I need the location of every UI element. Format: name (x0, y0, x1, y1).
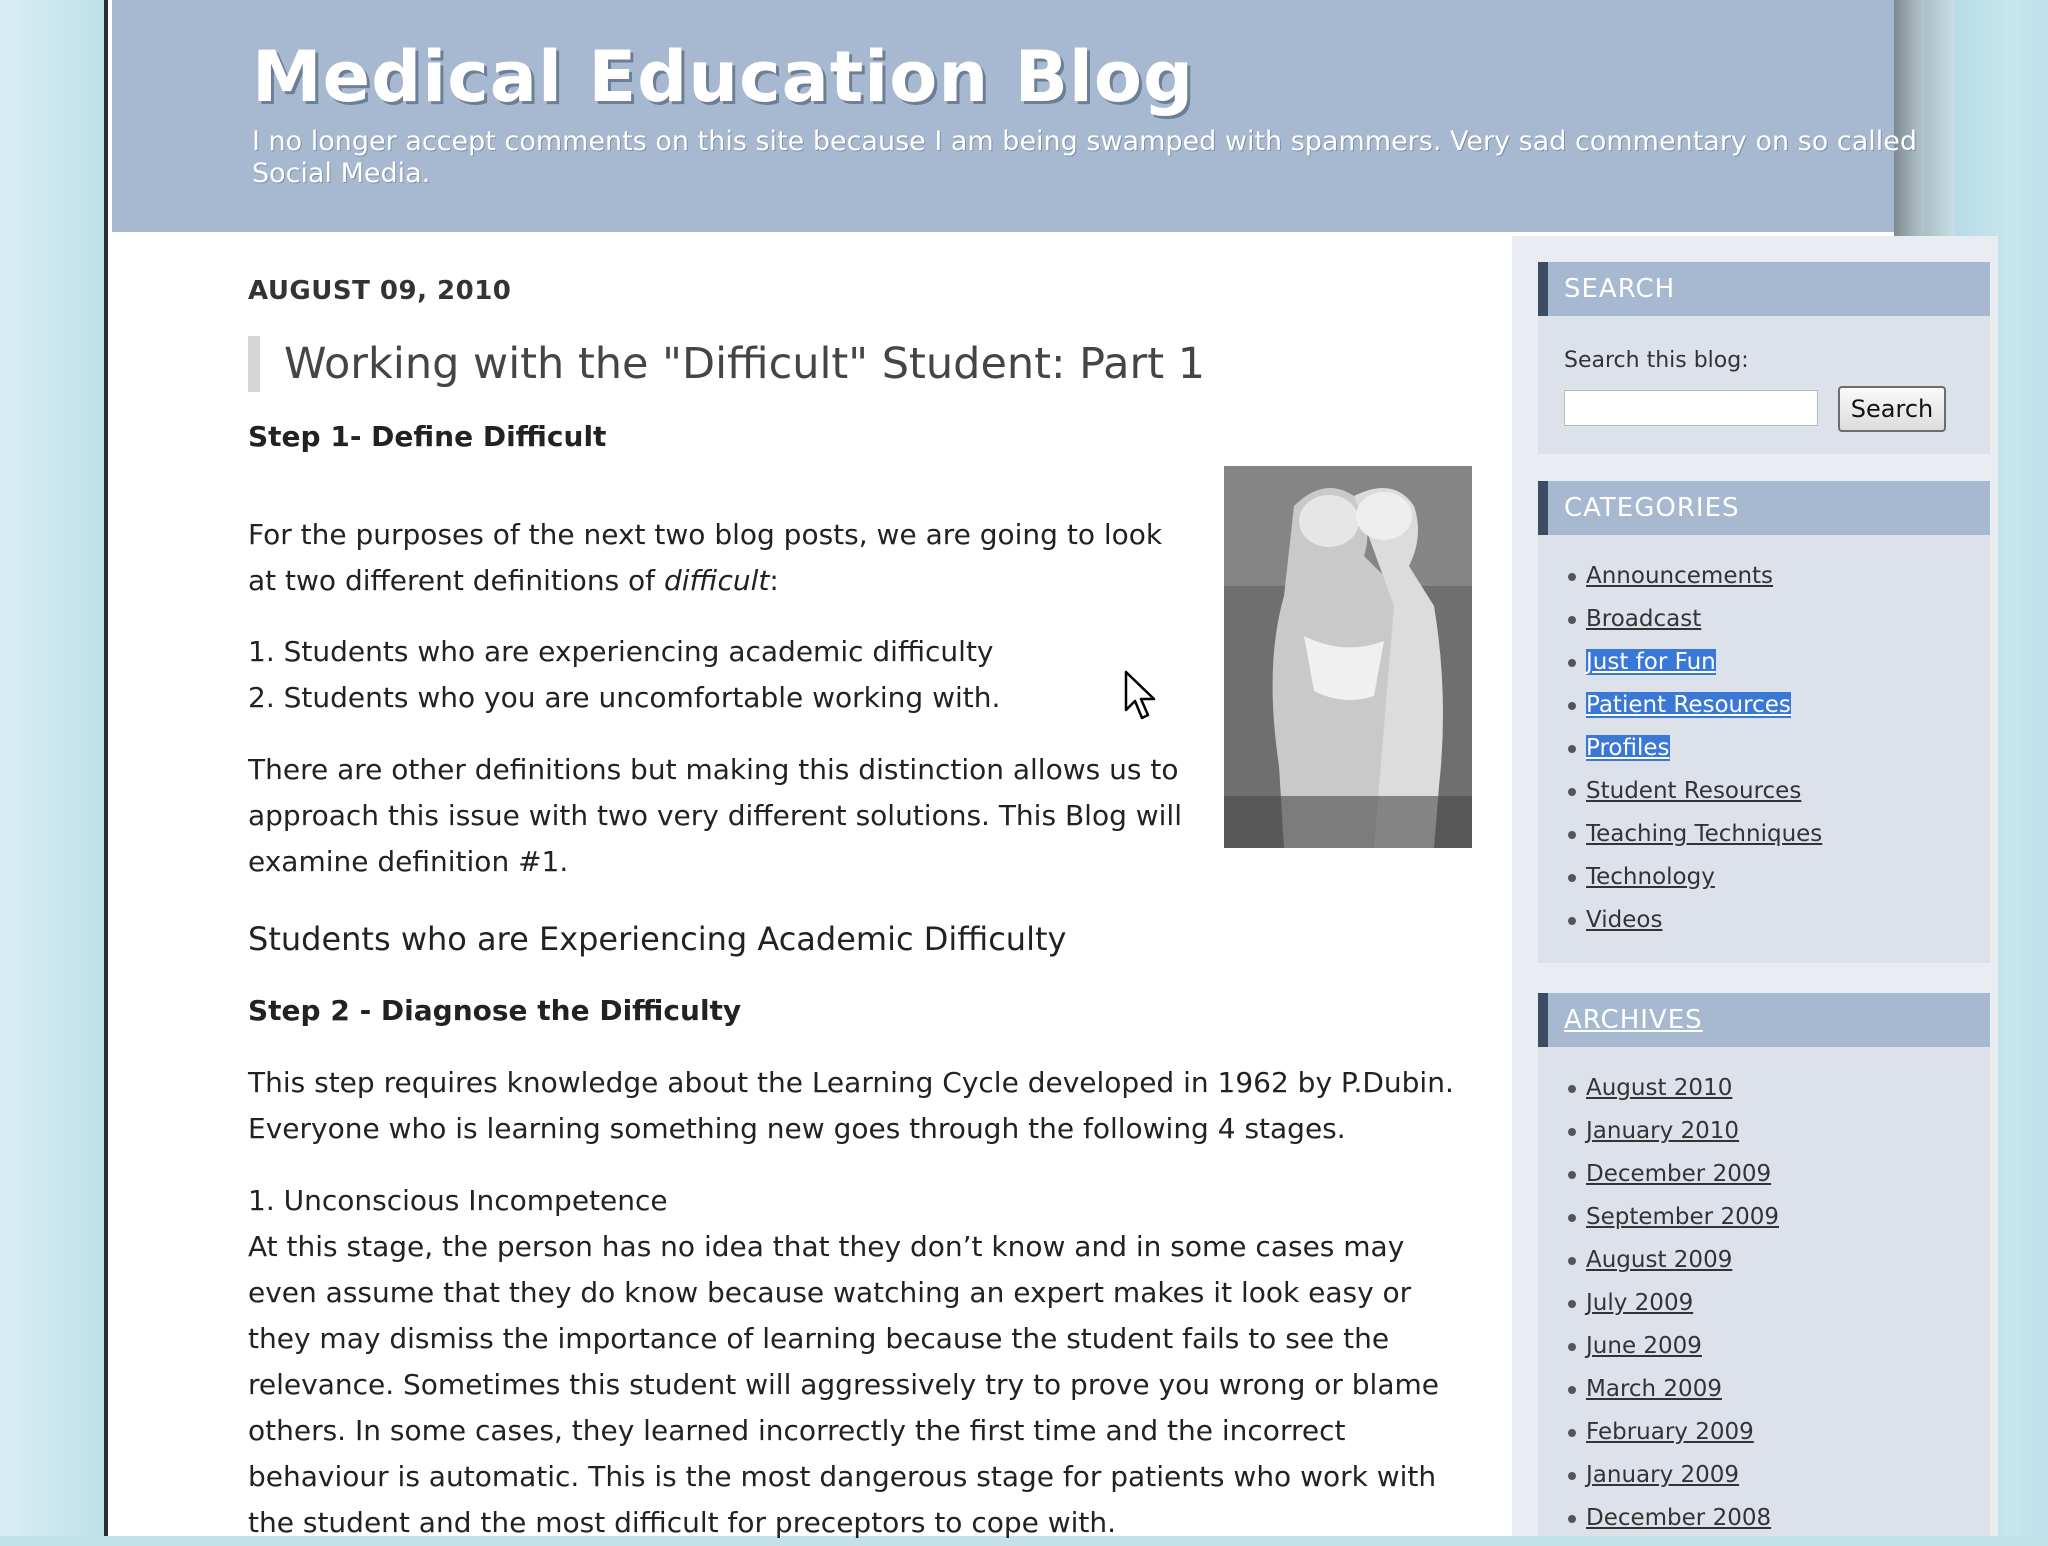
archive-link[interactable]: February 2009 (1586, 1419, 1754, 1445)
categories-list (1538, 555, 1990, 942)
archive-item (1538, 1196, 1990, 1239)
intro-emphasis: difficult (663, 564, 770, 597)
intro-line-2-end: : (769, 564, 779, 597)
stage1-line-4: relevance. Sometimes this student will aggressively try to prove you wrong or blame (248, 1368, 1439, 1401)
post-subheading: Students who are Experiencing Academic Difficulty (248, 920, 1067, 958)
search-input[interactable] (1564, 390, 1818, 426)
search-label: Search this blog: (1564, 348, 1749, 373)
post-title[interactable]: Working with the "Difficult" Student: Part 1 (248, 336, 1205, 392)
category-link-teaching-techniques[interactable]: Teaching Techniques (1586, 821, 1823, 847)
cycle-line-2: Everyone who is learning something new goes through the following 4 stages. (248, 1112, 1346, 1145)
search-widget-heading: SEARCH (1538, 262, 1990, 316)
post-photo[interactable] (1224, 466, 1472, 848)
archive-link[interactable]: December 2008 (1586, 1505, 1772, 1531)
archives-widget (1538, 1047, 1990, 1536)
archives-widget-heading[interactable]: ARCHIVES (1538, 993, 1990, 1047)
archive-item (1538, 1067, 1990, 1110)
category-link-student-resources[interactable]: Student Resources (1586, 778, 1802, 804)
desktop-background-left (0, 0, 104, 1536)
category-link-profiles[interactable]: Profiles (1586, 735, 1670, 761)
stage1-line-7: the student and the most difficult for preceptors to cope with. (248, 1506, 1117, 1539)
browser-page (104, 0, 1934, 1539)
category-link-videos[interactable]: Videos (1586, 907, 1663, 933)
mouse-pointer-icon (1124, 670, 1160, 722)
other-line-3: examine definition #1. (248, 845, 569, 878)
archive-item (1538, 1454, 1990, 1497)
stage1-line-1: At this stage, the person has no idea that they don’t know and in some cases may (248, 1230, 1405, 1263)
archives-list (1538, 1067, 1990, 1540)
intro-line-1: For the purposes of the next two blog posts, we are going to look (248, 518, 1163, 551)
archive-item (1538, 1368, 1990, 1411)
archive-link[interactable]: January 2009 (1586, 1462, 1740, 1488)
category-link-technology[interactable]: Technology (1586, 864, 1715, 890)
sidebar (1512, 236, 1998, 1536)
other-line-2: approach this issue with two very different solutions. This Blog will (248, 799, 1182, 832)
archive-link[interactable]: December 2009 (1586, 1161, 1772, 1187)
archive-link[interactable]: August 2010 (1586, 1075, 1733, 1101)
archive-link[interactable]: March 2009 (1586, 1376, 1722, 1402)
categories-widget-heading: CATEGORIES (1538, 481, 1990, 535)
category-link-patient-resources[interactable]: Patient Resources (1586, 692, 1791, 718)
stage1-line-6: behaviour is automatic. This is the most dangerous stage for patients who work with (248, 1460, 1437, 1493)
archive-item (1538, 1282, 1990, 1325)
category-item (1538, 856, 1990, 899)
post-photo-graphic (1224, 466, 1472, 848)
blog-header (112, 0, 1918, 232)
intro-line-2 (248, 558, 779, 604)
categories-widget (1538, 535, 1990, 963)
archive-link[interactable]: June 2009 (1586, 1333, 1702, 1359)
category-item (1538, 641, 1990, 684)
archive-item (1538, 1239, 1990, 1282)
category-item (1538, 684, 1990, 727)
other-line-1: There are other definitions but making this distinction allows us to (248, 753, 1179, 786)
blog-title[interactable]: Medical Education Blog (252, 36, 1195, 118)
archive-link[interactable]: July 2009 (1586, 1290, 1694, 1316)
category-link-just-for-fun[interactable]: Just for Fun (1586, 649, 1716, 675)
archive-item (1538, 1153, 1990, 1196)
stage1-line-3: they may dismiss the importance of learning because the student fails to see the (248, 1322, 1390, 1355)
archive-item (1538, 1110, 1990, 1153)
category-item (1538, 598, 1990, 641)
category-link-broadcast[interactable]: Broadcast (1586, 606, 1702, 632)
category-item (1538, 555, 1990, 598)
stage1-line-2: even assume that they do know because watching an expert makes it look easy or (248, 1276, 1412, 1309)
search-widget (1538, 316, 1990, 454)
definition-1: 1. Students who are experiencing academic difficulty (248, 635, 994, 668)
archive-link[interactable]: January 2010 (1586, 1118, 1740, 1144)
category-item (1538, 727, 1990, 770)
category-link-announcements[interactable]: Announcements (1586, 563, 1774, 589)
category-item (1538, 899, 1990, 942)
post-date: AUGUST 09, 2010 (248, 276, 512, 306)
archive-link[interactable]: August 2009 (1586, 1247, 1733, 1273)
archive-item (1538, 1497, 1990, 1540)
stage1-line-5: others. In some cases, they learned incorrectly the first time and the incorrect (248, 1414, 1346, 1447)
definition-2: 2. Students who you are uncomfortable working with. (248, 681, 1001, 714)
intro-line-2-text: at two different definitions of (248, 564, 664, 597)
stage1-heading: 1. Unconscious Incompetence (248, 1184, 668, 1217)
blog-description: I no longer accept comments on this site because I am being swamped with spammers. Very sad commentary on so called Social Media. (252, 126, 1918, 189)
step2-heading: Step 2 - Diagnose the Difficulty (248, 994, 742, 1027)
cycle-line-1: This step requires knowledge about the Learning Cycle developed in 1962 by P.Dubin. (248, 1066, 1454, 1099)
archive-item (1538, 1325, 1990, 1368)
search-button[interactable]: Search (1838, 386, 1946, 432)
step1-heading: Step 1- Define Difficult (248, 420, 607, 453)
archive-link[interactable]: September 2009 (1586, 1204, 1779, 1230)
category-item (1538, 770, 1990, 813)
archive-item (1538, 1411, 1990, 1454)
category-item (1538, 813, 1990, 856)
